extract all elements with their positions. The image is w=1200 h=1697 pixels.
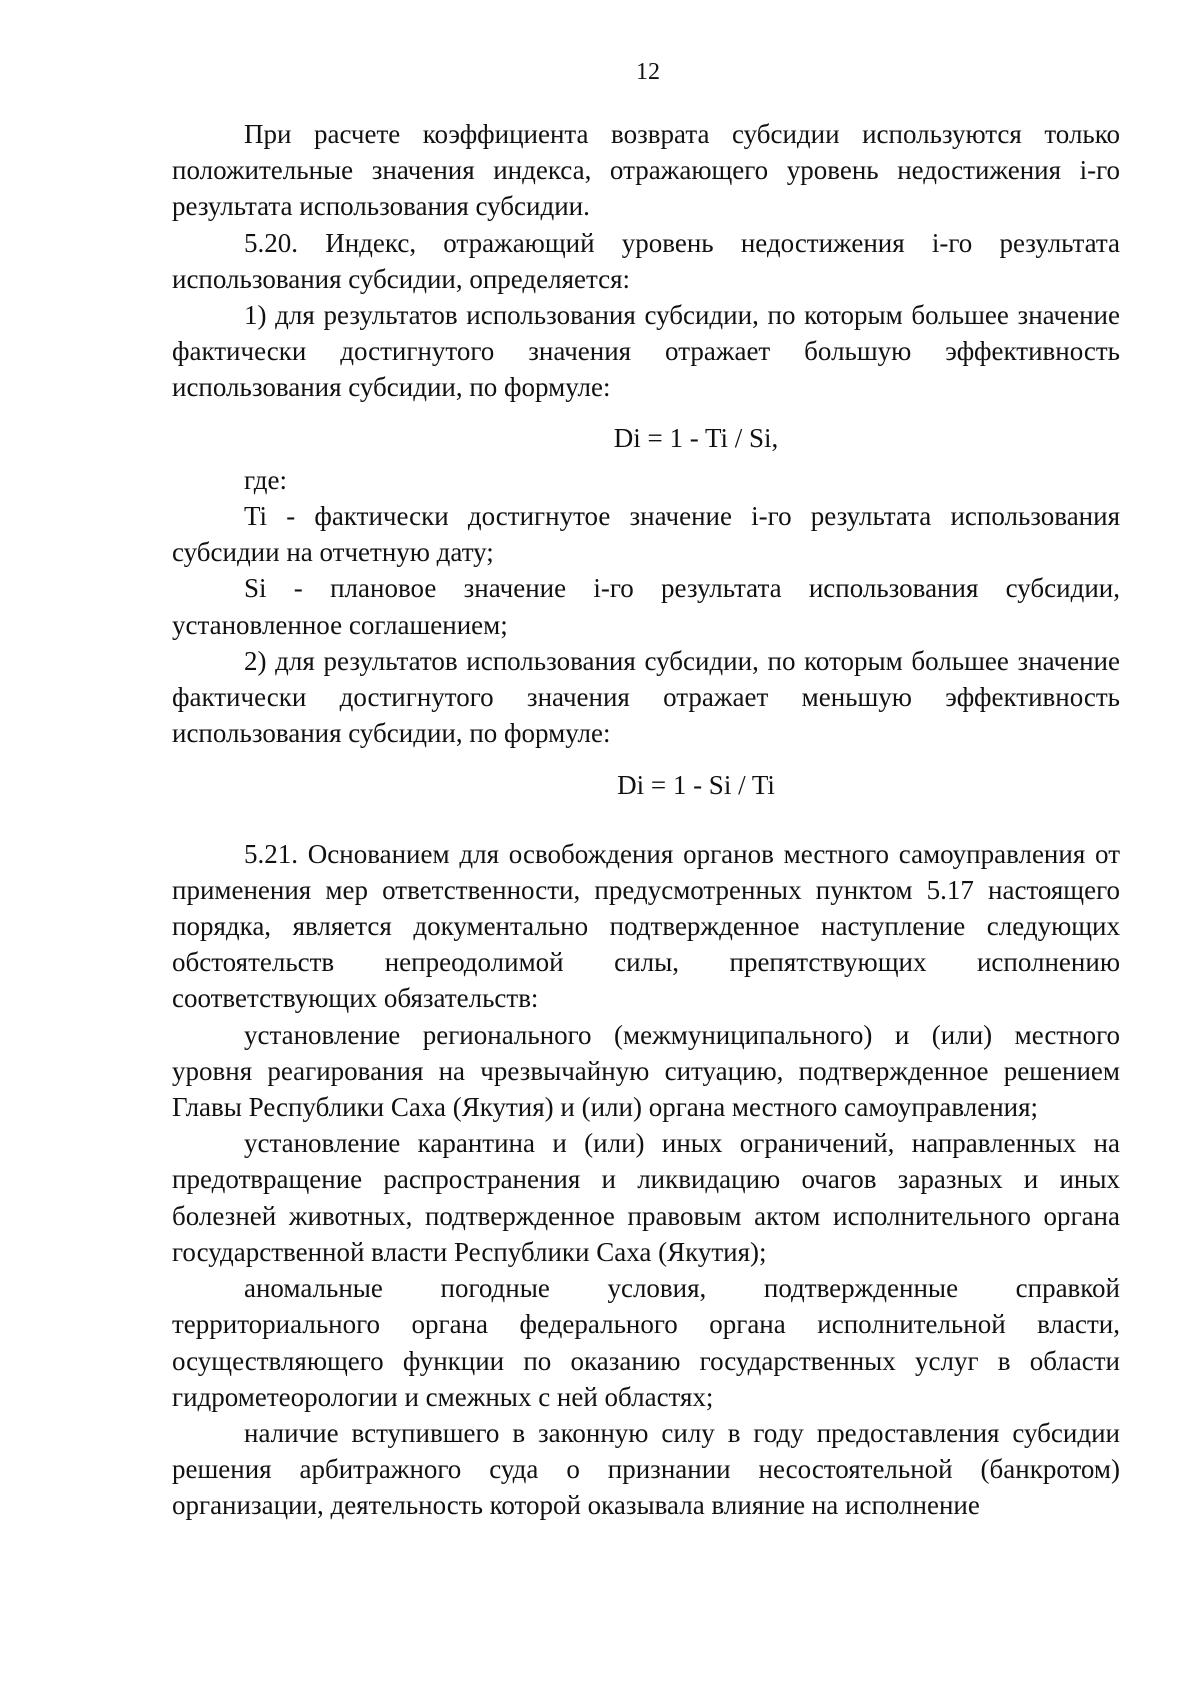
paragraph-case-2: 2) для результатов использования субсидии, по которым большее значение фактически достигнутого значения отражает меньшую эффективность использования субсидии, по формуле: [172,645,1120,749]
document-body [172,116,1120,1524]
paragraph-where: где: [244,464,287,495]
paragraph-coefficient-note: При расчете коэффициента возврата субсидии используются только положительные значения индекса, отражающего уровень недостижения i-го результата использования субсидии. [172,119,1120,222]
paragraph-case-1: 1) для результатов использования субсидии, по которым большее значение фактически достигнутого значения отражает большую эффективность использования субсидии, по формуле: [172,300,1120,403]
paragraph-quarantine: установление карантина и (или) иных ограничений, направленных на предотвращение распространения и ликвидацию очагов заразных и иных болезней животных, подтвержденное правовым актом исполнительного органа государственной власти Республики Саха (Якутия); [172,1128,1120,1267]
paragraph-bankruptcy: наличие вступившего в законную силу в году предоставления субсидии решения арбитражного суда о признании несостоятельной (банкротом) организации, деятельность которой оказывала влияние на исполнение [172,1417,1120,1521]
page-number: 12 [636,59,660,85]
paragraph-5-20: 5.20. Индекс, отражающий уровень недостижения i-го результата использования субсидии, определяется: [172,227,1120,294]
paragraph-ti-definition: Ti - фактически достигнутое значение i-го результата использования субсидии на отчетную дату; [172,501,1120,568]
paragraph-weather: аномальные погодные условия, подтвержденные справкой территориального органа федерального органа исполнительной власти, осуществляющего функции по оказанию государственных услуг в области гидрометеорологии и смежных с ней областях; [172,1273,1120,1412]
paragraph-si-definition: Si - плановое значение i-го результата использования субсидии, установленное соглашением; [172,573,1120,640]
formula-2: Di = 1 - Si / Ti [617,770,775,801]
paragraph-emergency: установление регионального (межмуниципального) и (или) местного уровня реагирования на чрезвычайную ситуацию, подтвержденное решением Главы Республики Саха (Якутия) и (или) органа местного самоуправления; [172,1019,1120,1123]
paragraph-5-21: 5.21. Основанием для освобождения органов местного самоуправления от применения мер ответственности, предусмотренных пунктом 5.17 настоящего порядка, является документально подтвержденное наступление следующих обстоятельств непреодолимой силы, препятствующих исполнению соответствующих обязательств: [172,838,1120,1014]
formula-1: Di = 1 - Ti / Si, [613,422,779,453]
